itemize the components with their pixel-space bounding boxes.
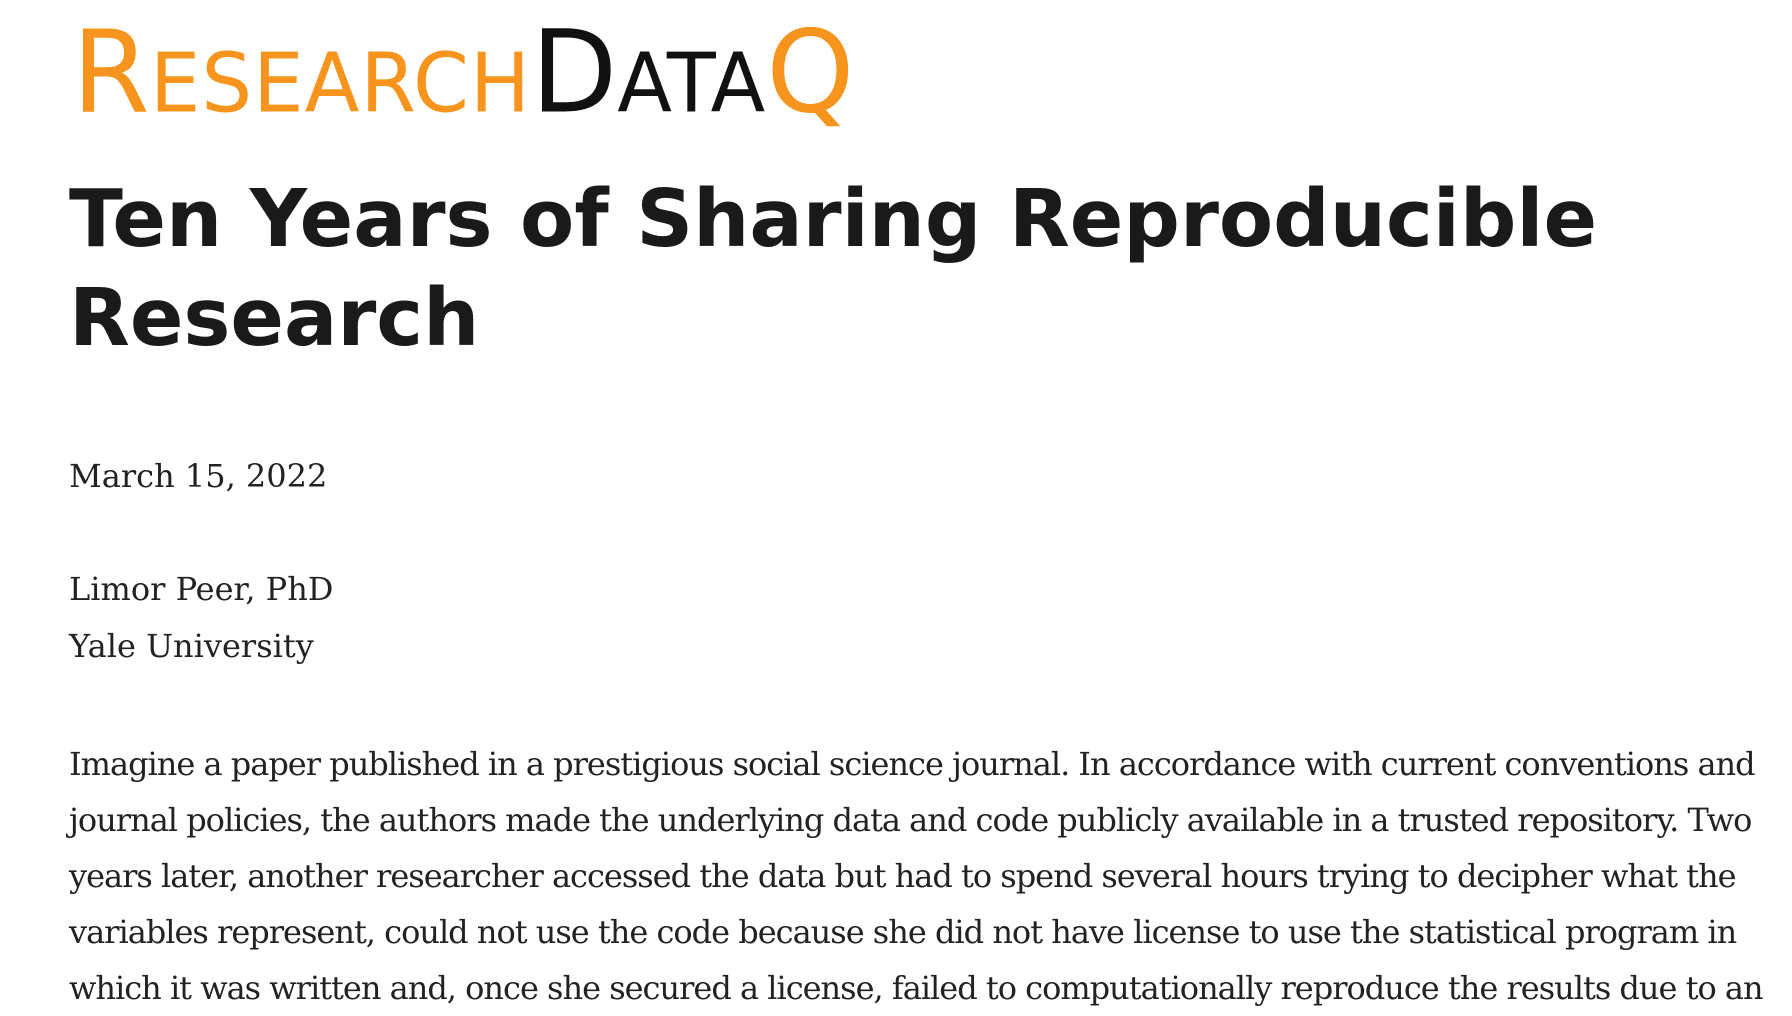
paragraph-line: Imagine a paper published in a prestigious social science journal. In accordance with current conventions and	[69, 745, 1755, 783]
logo-text-ata: ATA	[617, 36, 767, 132]
researchdataq-logo[interactable]	[72, 6, 855, 143]
logo-letter-d: D	[531, 6, 618, 140]
logo-letter-r: R	[72, 6, 150, 140]
publish-date: March 15, 2022	[69, 457, 328, 495]
author-affiliation: Yale University	[69, 627, 314, 665]
paragraph-line: journal policies, the authors made the underlying data and code publicly available in a trusted repository. Two	[69, 801, 1752, 839]
paragraph-line: which it was written and, once she secured a license, failed to computationally reproduce the results due to an	[69, 969, 1763, 1007]
author-name: Limor Peer, PhD	[69, 570, 334, 608]
article-title: Ten Years of Sharing Reproducible Research	[69, 173, 1598, 364]
article-paragraph	[69, 736, 1769, 1016]
logo-text-esearch: ESEARCH	[149, 36, 532, 132]
paragraph-line: years later, another researcher accessed the data but had to spend several hours trying to decipher what the	[69, 857, 1736, 895]
logo-letter-q: Q	[766, 6, 855, 140]
paragraph-line: variables represent, could not use the code because she did not have license to use the statistical program in	[69, 913, 1737, 951]
